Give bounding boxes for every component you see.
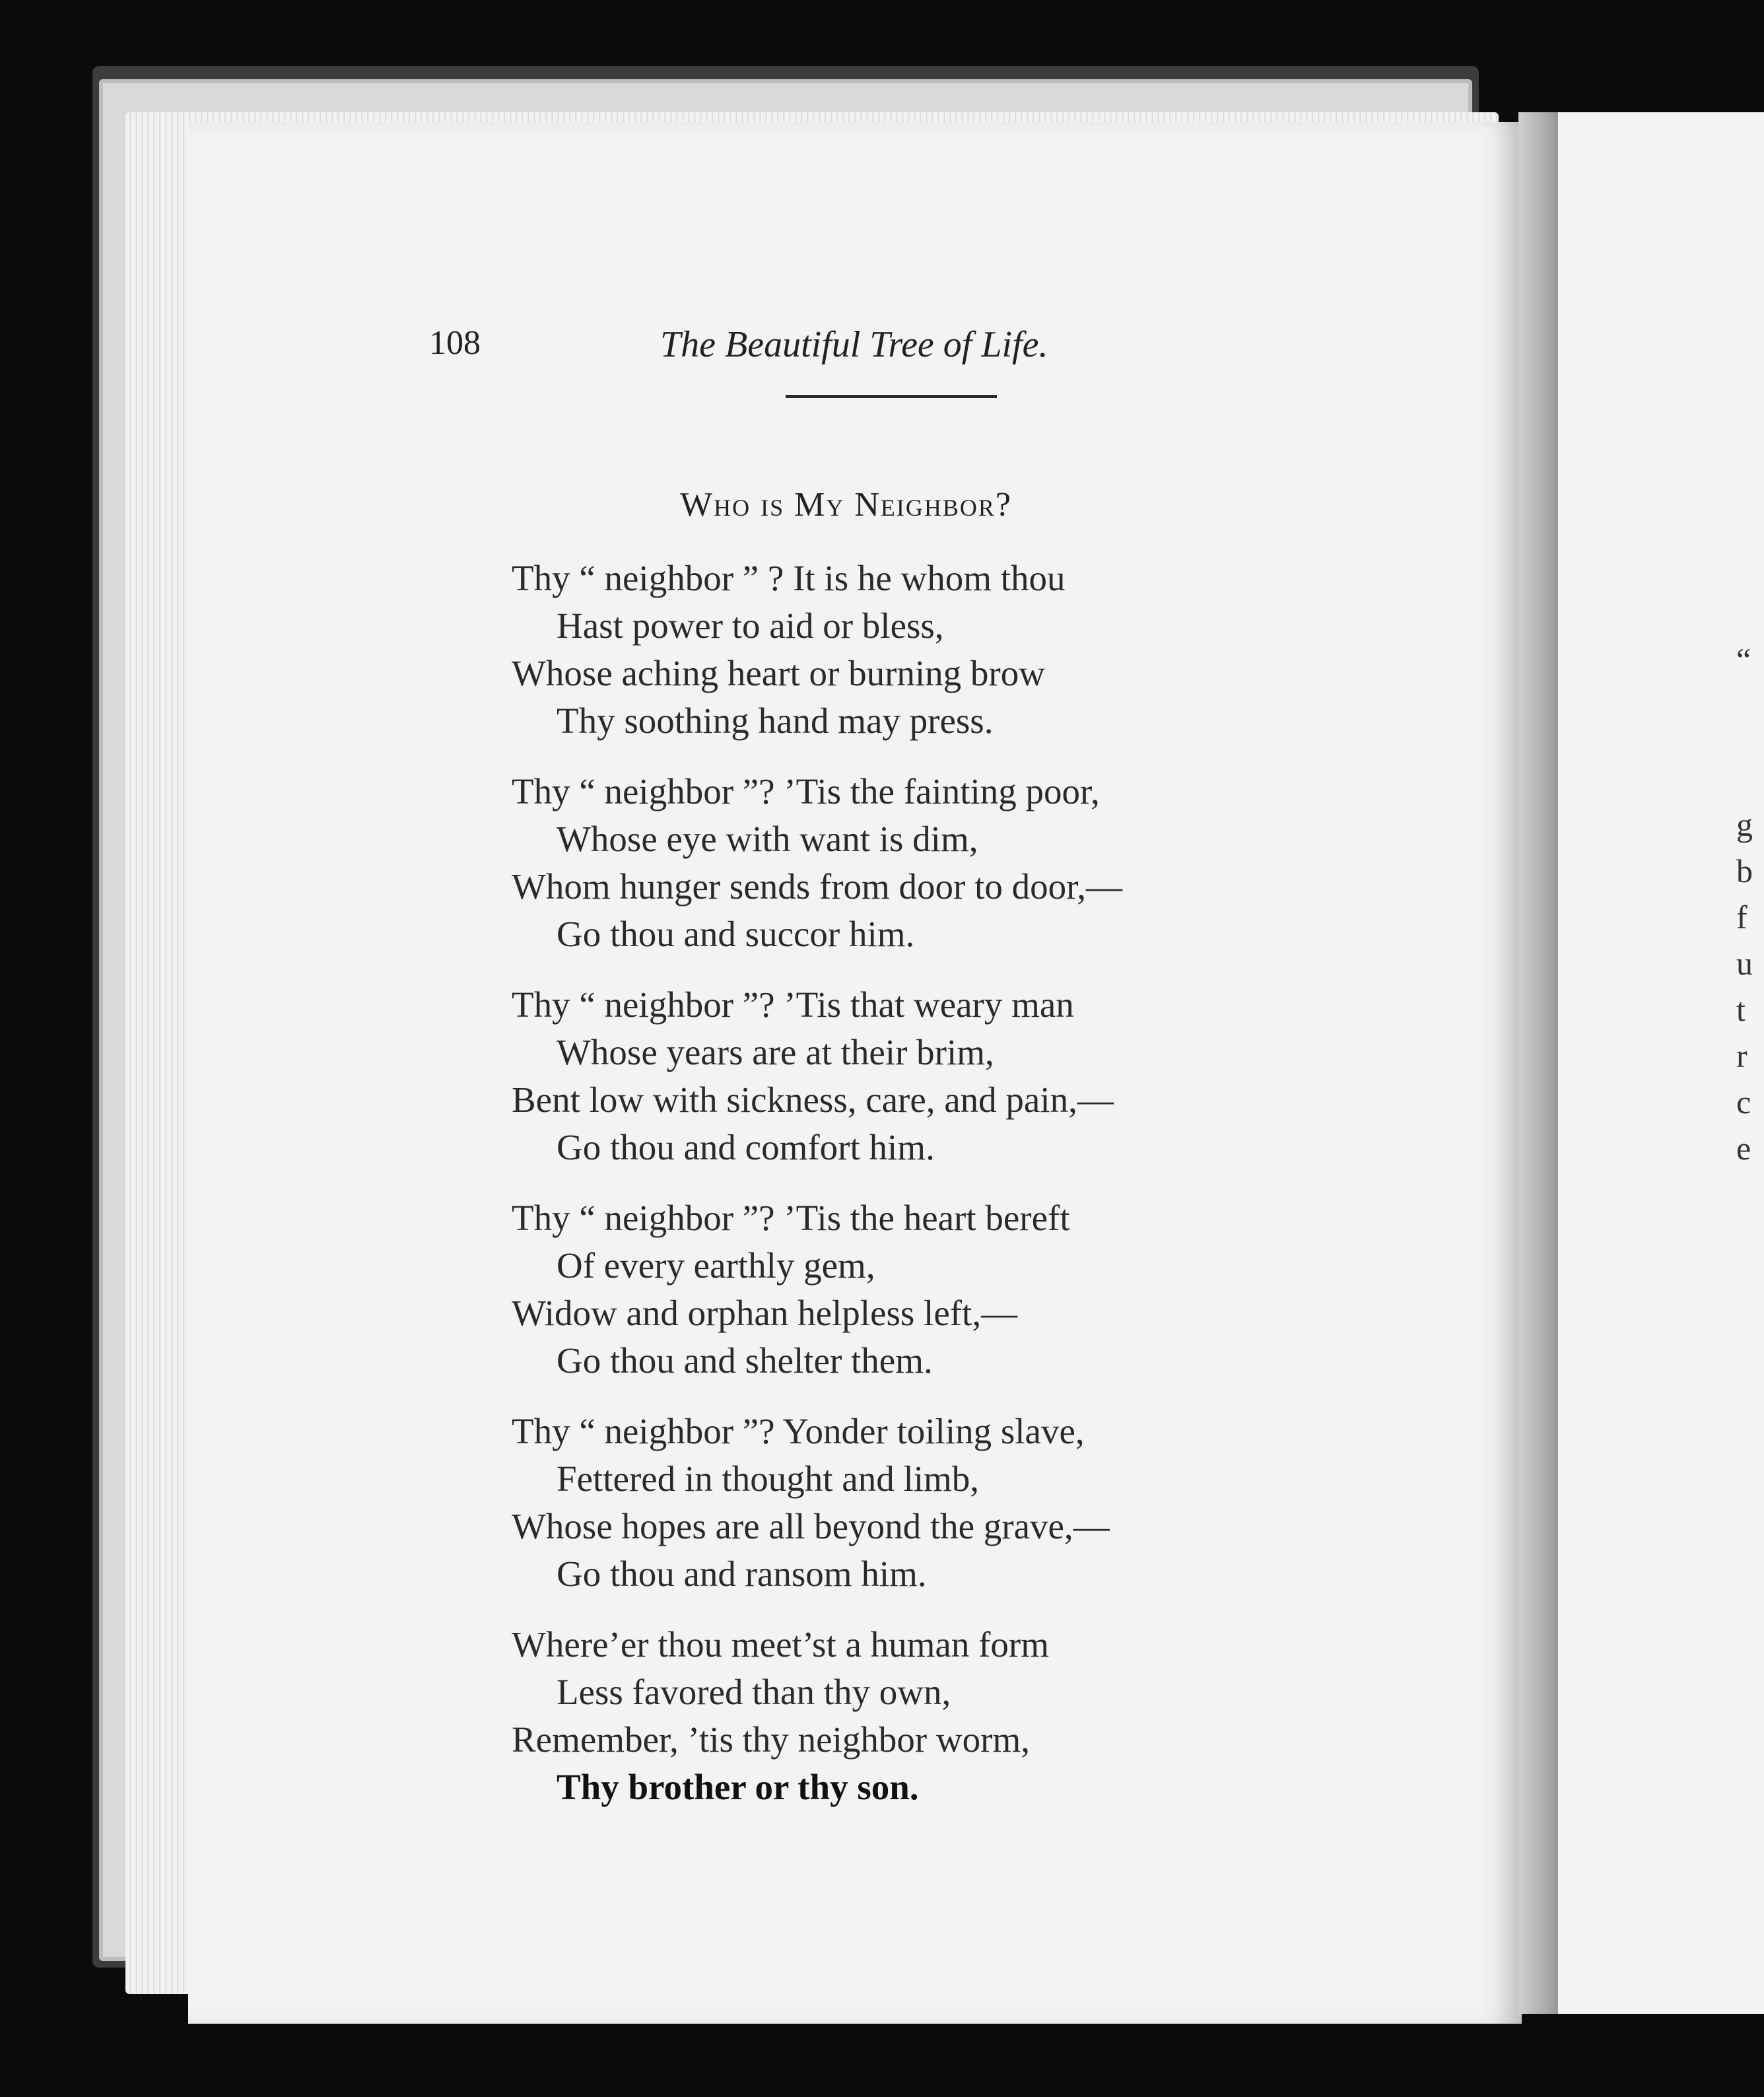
poem-body [512, 555, 1370, 1834]
right-page-fragment: b [1736, 852, 1753, 889]
stanza [512, 768, 1370, 958]
poem-line: Remember, ’tis thy neighbor worm, [512, 1719, 1030, 1760]
poem-line: Hast power to aid or bless, [557, 605, 944, 646]
right-page-fragment: “ [1736, 641, 1751, 678]
poem-line: Thy “ neighbor ”? ’Tis that weary man [512, 984, 1074, 1025]
stanza [512, 1621, 1370, 1811]
poem-line: Thy brother or thy son. [557, 1767, 919, 1807]
poem-line: Where’er thou meet’st a human form [512, 1624, 1049, 1665]
page-header [429, 324, 1155, 383]
poem-line: Thy “ neighbor ”? ’Tis the fainting poor, [512, 771, 1100, 811]
poem-line: Fettered in thought and limb, [557, 1459, 980, 1499]
right-page-fragment: f [1736, 899, 1747, 936]
stanza [512, 1194, 1370, 1385]
poem-line: Less favored than thy own, [557, 1672, 951, 1712]
poem-line: Thy “ neighbor ”? Yonder toiling slave, [512, 1411, 1085, 1451]
right-page-fragment: e [1736, 1130, 1751, 1167]
poem-line: Whose aching heart or burning brow [512, 653, 1045, 693]
poem-line: Bent low with sickness, care, and pain,— [512, 1080, 1114, 1120]
right-page-fragment: r [1736, 1037, 1747, 1074]
page-number: 108 [429, 324, 481, 362]
right-page-fragment: g [1736, 806, 1753, 843]
poem-line: Go thou and shelter them. [557, 1340, 933, 1381]
right-page-fragment: c [1736, 1083, 1751, 1120]
poem-title: Who is My Neighbor? [680, 486, 1012, 524]
right-page-fragment: u [1736, 945, 1753, 982]
poem-line: Thy “ neighbor ”? ’Tis the heart bereft [512, 1198, 1070, 1238]
poem-line: Whose hopes are all beyond the grave,— [512, 1506, 1110, 1546]
right-page [1558, 112, 1764, 2014]
stanza [512, 1408, 1370, 1598]
poem-line: Go thou and ransom him. [557, 1554, 927, 1594]
right-page-fragment: t [1736, 991, 1746, 1028]
poem-line: Whose eye with want is dim, [557, 819, 978, 859]
header-rule [786, 395, 997, 398]
poem-line: Of every earthly gem, [557, 1245, 875, 1286]
poem-line: Thy soothing hand may press. [557, 701, 994, 741]
poem-line: Thy “ neighbor ” ? It is he whom thou [512, 558, 1066, 598]
poem-line: Go thou and comfort him. [557, 1127, 935, 1167]
running-title: The Beautiful Tree of Life. [660, 324, 1048, 365]
poem-line: Whose years are at their brim, [557, 1032, 994, 1072]
poem-line: Widow and orphan helpless left,— [512, 1293, 1018, 1333]
poem-line: Go thou and succor him. [557, 914, 915, 954]
stanza [512, 555, 1370, 745]
poem-line: Whom hunger sends from door to door,— [512, 866, 1123, 907]
stanza [512, 981, 1370, 1171]
